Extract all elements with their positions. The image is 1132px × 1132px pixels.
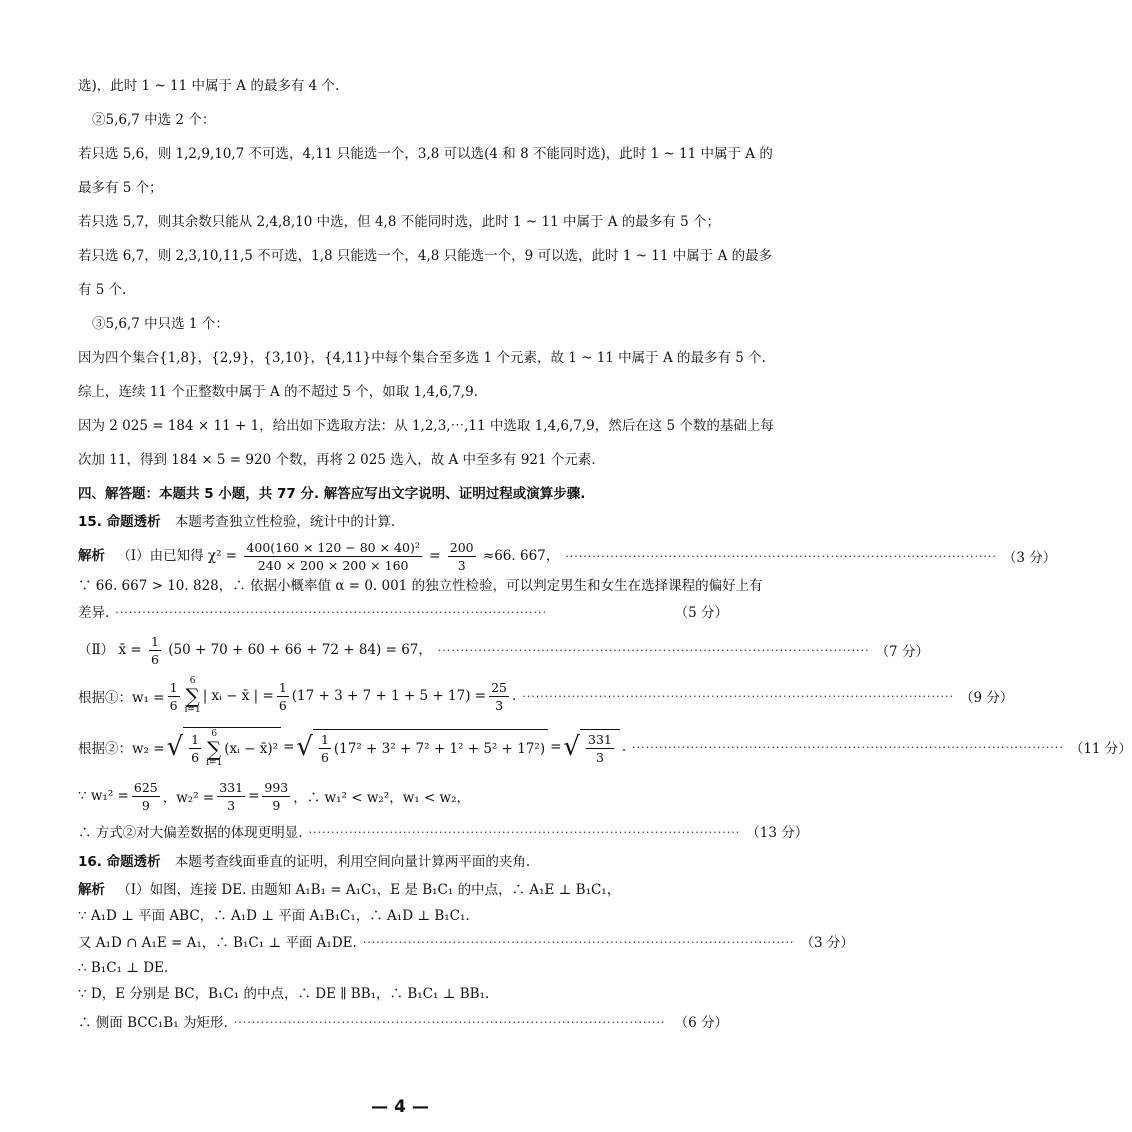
comparison-result: ，∴ w₁² < w₂²，w₁ < w₂， [293,790,471,806]
q15-jiexi: 解析 [78,547,105,564]
period: . [621,739,627,755]
q16-heading [78,852,728,874]
q15-intro: 本题考查独立性检验，统计中的计算. [174,514,396,530]
fraction-denominator: 240 × 200 × 200 × 160 [257,557,409,573]
mean-expression: (50 + 70 + 60 + 66 + 72 + 84) = 67， [168,641,432,658]
fraction-numerator: 1 [278,679,287,695]
q15-compare [78,778,728,814]
q16-intro: 本题考查线面垂直的证明，利用空间向量计算两平面的夹角. [174,854,531,870]
fraction [262,780,290,813]
score: （5 分） [674,605,728,621]
fraction-numerator: 400(160 × 120 − 80 × 40)² [246,539,420,555]
equals-sign: = [550,739,562,755]
w1-squared-label: ∵ w₁² = [78,788,129,804]
text-line: 若只选 6,7，则 2,3,10,11,5 不可选，1,8 只能选一个，4,8 只能选一个，9 可以选，此时 1 ~ 11 中属于 A 的最多 [78,248,773,264]
fraction [149,634,161,667]
fraction-numerator: 625 [133,779,158,795]
score: （11 分） [1069,741,1132,757]
fraction [168,680,180,713]
fraction [586,732,614,765]
fraction-denominator: 3 [595,750,604,765]
fraction-numerator: 331 [219,779,244,795]
q16-line1 [78,880,728,902]
q15-heading [78,512,728,534]
page-number: — 4 — [371,1097,429,1117]
fraction-denominator: 3 [495,697,504,713]
fraction-denominator: 6 [320,750,329,765]
q15-part1 [78,538,1057,574]
q15-p1-tail: ≈66. 667， [482,547,560,564]
leader-dots: ································································································ [362,936,795,949]
fraction-numerator: 331 [588,732,612,747]
leader-dots: ································································································ [308,826,741,839]
fraction-denominator: 6 [278,697,287,713]
text-line: ∴ B₁C₁ ⊥ DE. [78,960,169,976]
q15-conclusion [78,822,809,844]
squares-sum: (17² + 3² + 7² + 1² + 5² + 17²) [333,740,546,757]
q15-w1-formula [78,676,1014,716]
squared-term: (xᵢ − x̄)² [224,740,279,757]
fraction [489,680,509,713]
text: 差异. [78,605,110,621]
text-line: 因为 2 025 = 184 × 11 + 1，给出如下选取方法：从 1,2,3,⋯,11 中选取 1,4,6,7,9，然后在这 5 个数的基础上每 [78,418,774,434]
square-root: √ $\frac{1}{6}$ (17² + 3² + 7² + 1² + 5² + 17²) [296,729,548,765]
fraction-denominator: 9 [272,797,281,813]
q15-number: 15. 命题透析 [78,514,161,530]
text-line: 有 5 个. [78,282,127,298]
w2-squared-label: ，w₂² = [162,790,215,806]
mean-label: （Ⅱ） x̄ = [78,641,142,658]
fraction [132,780,160,813]
equals-sign: = [248,788,260,804]
score: （13 分） [746,825,809,841]
abs-term: | xᵢ − x̄ | = [202,688,274,704]
fraction [189,732,201,765]
summation-sign: 6 ∑ i=1 [206,728,223,768]
text: 又 A₁D ∩ A₁E = A₁，∴ B₁C₁ ⊥ 平面 A₁DE. [78,935,357,951]
fraction-denominator: 9 [141,797,150,813]
sum-lower: i=1 [184,705,201,715]
square-root: √ $\frac{331}{3}$ [563,729,619,765]
score: （7 分） [875,644,929,660]
fraction-numerator: 1 [169,679,178,695]
q16-line6 [78,1012,728,1034]
text: ∴ 方式②对大偏差数据的体现更明显. [78,825,303,841]
text: （Ⅰ）如图，连接 DE. 由题知 A₁B₁ = A₁C₁，E 是 B₁C₁ 的中点，∴ A₁E ⊥ B₁C₁， [117,882,621,898]
score: （3 分） [1002,550,1057,566]
fraction-denominator: 3 [457,557,466,573]
text-line: ③5,6,7 中只选 1 个： [92,316,229,332]
fraction-denominator: 3 [227,797,236,813]
leader-dots: ································································································ [437,643,870,657]
text: ∴ 侧面 BCC₁B₁ 为矩形. [78,1015,228,1031]
fraction-numerator: 25 [491,679,507,695]
fraction [277,680,289,713]
square-root: √ $\frac{1}{6}$ 6 ∑ i=1 (xᵢ − x̄)² [167,727,281,768]
q16-jiexi: 解析 [78,882,105,898]
fraction-numerator: 1 [191,732,200,747]
leader-dots: ································································································ [115,606,547,619]
fraction-denominator: 6 [169,697,178,713]
leader-dots: ································································································ [632,740,1064,754]
score: （9 分） [959,690,1014,706]
fraction-numerator: 1 [320,732,329,747]
fraction-numerator: 993 [264,779,289,795]
text-line: ②5,6,7 中选 2 个： [92,112,216,128]
w1-label: 根据①：w₁ = [78,690,165,706]
q16-line3 [78,932,854,954]
period: . [512,688,517,704]
fraction [217,780,245,813]
text-line: 次加 11，得到 184 × 5 = 920 个数，再将 2 025 选入，故 A 中至多有 921 个元素. [78,452,596,468]
result-fraction [448,540,476,573]
q15-p1-text: （Ⅰ）由已知得 χ² = [117,547,238,564]
text-line: 因为四个集合{1,8}，{2,9}，{3,10}，{4,11}中每个集合至多选 1 个元素，故 1 ~ 11 中属于 A 的最多有 5 个. [78,350,766,366]
leader-dots: ································································································ [233,1016,666,1029]
chi-square-fraction [244,540,421,573]
section-heading: 四、解答题：本题共 5 小题，共 77 分. 解答应写出文字说明、证明过程或演算步骤. [78,486,586,502]
q16-number: 16. 命题透析 [78,854,161,870]
equals-sign: = [429,547,441,564]
text-line: 若只选 5,6，则 1,2,9,10,7 不可选，4,11 只能选一个，3,8 可以选(4 和 8 不能同时选)，此时 1 ~ 11 中属于 A 的 [78,146,773,162]
text-line: 选)，此时 1 ~ 11 中属于 A 的最多有 4 个. [78,78,340,94]
text-line: ∵ D，E 分别是 BC，B₁C₁ 的中点，∴ DE ∥ BB₁，∴ B₁C₁ ⊥ BB₁. [78,986,490,1002]
text-line: ∵ A₁D ⊥ 平面 ABC，∴ A₁D ⊥ 平面 A₁B₁C₁，∴ A₁D ⊥ B₁C₁. [78,908,470,924]
w2-label: 根据②：w₂ = [78,741,165,757]
sum-upper: 6 [211,728,218,739]
score: （3 分） [800,935,854,951]
fraction-numerator: 1 [150,633,159,649]
leader-dots: ································································································ [565,549,997,563]
score: （6 分） [674,1015,728,1031]
q15-part2-mean [78,632,929,668]
q15-w2-formula [78,724,1132,770]
fraction-denominator: 6 [150,651,159,667]
sum-lower: i=1 [206,757,223,768]
fraction-numerator: 200 [449,539,474,555]
text-line: 最多有 5 个； [78,180,163,196]
fraction [319,732,331,765]
sum-upper: 6 [189,676,196,686]
equals-sign: = [283,739,295,755]
sum-expression: (17 + 3 + 7 + 1 + 5 + 17) = [291,688,487,704]
text-line: 若只选 5,7，则其余数只能从 2,4,8,10 中选，但 4,8 不能同时选，此时 1 ~ 11 中属于 A 的最多有 5 个； [78,214,720,230]
summation-sign: 6 ∑ i=1 [184,676,201,715]
q15-p2b [78,602,728,624]
text-line: 综上，连续 11 个正整数中属于 A 的不超过 5 个，如取 1,4,6,7,9. [78,384,478,400]
text-line: ∵ 66. 667 > 10. 828，∴ 依据小概率值 α = 0. 001 的独立性检验，可以判定男生和女生在选择课程的偏好上有 [78,578,763,594]
leader-dots: ································································································ [522,689,954,703]
fraction-denominator: 6 [191,750,200,765]
